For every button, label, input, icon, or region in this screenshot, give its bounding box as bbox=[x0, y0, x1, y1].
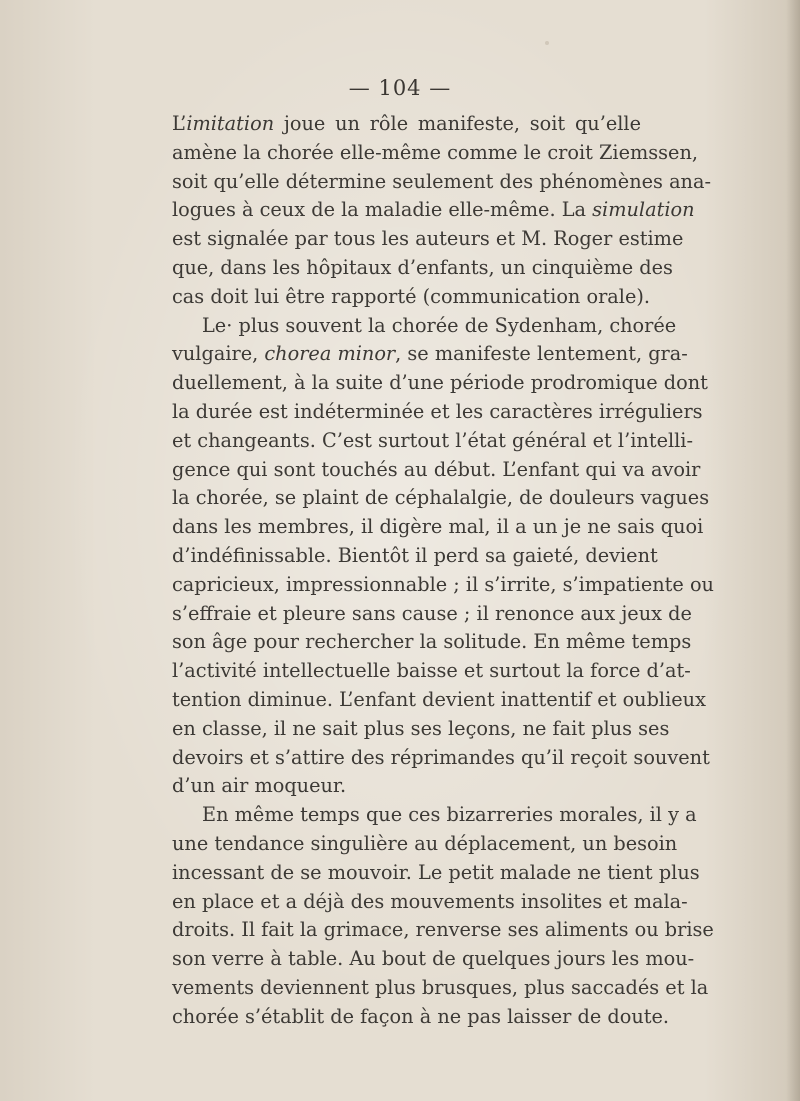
text-run: incessant de se mouvoir. Le petit malade ne tient plus bbox=[172, 860, 700, 884]
text-line bbox=[172, 830, 678, 859]
text-run: droits. Il fait la grimace, renverse ses aliments ou brise bbox=[172, 918, 714, 942]
text-line bbox=[172, 398, 703, 427]
italic-term: simulation bbox=[592, 198, 695, 222]
text-line bbox=[172, 628, 692, 657]
text-line bbox=[172, 340, 688, 369]
text-run: la chorée, se plaint de céphalalgie, de douleurs vagues bbox=[172, 486, 710, 510]
text-run: logues à ceux de la maladie elle-même. La bbox=[172, 198, 593, 222]
text-run: , se manifeste lentement, gra- bbox=[395, 342, 688, 366]
body-text bbox=[172, 110, 714, 1032]
text-run: cas doit lui être rapporté (communication orale). bbox=[172, 284, 651, 308]
text-line bbox=[172, 484, 710, 513]
text-line bbox=[172, 110, 641, 139]
text-run: gence qui sont touchés au début. L’enfant qui va avoir bbox=[172, 457, 701, 481]
text-line bbox=[172, 801, 697, 830]
text-line bbox=[172, 859, 700, 888]
text-run: et changeants. C’est surtout l’état général et l’intelli- bbox=[172, 428, 693, 452]
page-number: — 104 — bbox=[348, 76, 452, 100]
text-run: en place et a déjà des mouvements insolites et mala- bbox=[172, 889, 688, 913]
text-run: tention diminue. L’enfant devient inattentif et oublieux bbox=[172, 687, 706, 711]
text-run: d’un air moqueur. bbox=[172, 774, 347, 798]
text-run: d’indéfinissable. Bientôt il perd sa gaieté, devient bbox=[172, 543, 658, 567]
text-line bbox=[172, 456, 701, 485]
text-run: Le· plus souvent la chorée de Sydenham, chorée bbox=[202, 313, 677, 337]
text-line bbox=[172, 1003, 670, 1032]
text-line bbox=[172, 168, 711, 197]
text-line bbox=[172, 657, 691, 686]
text-line bbox=[172, 974, 709, 1003]
italic-term: chorea minor bbox=[264, 342, 396, 366]
text-line bbox=[172, 916, 714, 945]
text-line bbox=[172, 225, 684, 254]
text-line bbox=[172, 715, 670, 744]
paper-stain bbox=[545, 41, 549, 45]
text-line bbox=[172, 369, 708, 398]
italic-term: imitation bbox=[186, 112, 275, 135]
text-run: vements deviennent plus brusques, plus saccadés et la bbox=[172, 975, 709, 999]
text-line bbox=[172, 196, 695, 225]
text-run: la durée est indéterminée et les caractères irréguliers bbox=[172, 399, 703, 423]
text-line bbox=[172, 600, 692, 629]
text-run: une tendance singulière au déplacement, un besoin bbox=[172, 831, 678, 855]
text-run: soit qu’elle détermine seulement des phénomènes ana- bbox=[172, 169, 711, 193]
text-line bbox=[172, 312, 677, 341]
text-run: dans les membres, il digère mal, il a un je ne sais quoi bbox=[172, 515, 704, 539]
text-line bbox=[172, 772, 641, 801]
text-run: amène la chorée elle-même comme le croit Ziemssen, bbox=[172, 140, 699, 164]
text-run: que, dans les hôpitaux d’enfants, un cinquième des bbox=[172, 255, 673, 279]
text-run: duellement, à la suite d’une période prodromique dont bbox=[172, 371, 708, 395]
text-run: L’ bbox=[172, 112, 187, 135]
text-line bbox=[172, 427, 693, 456]
text-run: son âge pour rechercher la solitude. En même temps bbox=[172, 630, 692, 654]
text-line bbox=[172, 139, 699, 168]
text-run: joue un rôle manifeste, soit qu’elle bbox=[274, 112, 641, 135]
text-run: en classe, il ne sait plus ses leçons, ne fait plus ses bbox=[172, 716, 670, 740]
text-line bbox=[172, 254, 673, 283]
text-line bbox=[172, 513, 704, 542]
text-line bbox=[172, 542, 658, 571]
text-line bbox=[172, 571, 714, 600]
text-line bbox=[172, 888, 688, 917]
text-run: En même temps que ces bizarreries morales, il y a bbox=[202, 803, 697, 827]
text-run: chorée s’établit de façon à ne pas laisser de doute. bbox=[172, 1004, 670, 1028]
text-run: l’activité intellectuelle baisse et surtout la force d’at- bbox=[172, 659, 691, 683]
text-run: capricieux, impressionnable ; il s’irrite, s’impatiente ou bbox=[172, 572, 714, 596]
text-line bbox=[172, 283, 651, 312]
text-run: son verre à table. Au bout de quelques jours les mou- bbox=[172, 947, 695, 971]
text-line bbox=[172, 744, 710, 773]
text-run: est signalée par tous les auteurs et M. Roger estime bbox=[172, 227, 684, 251]
text-line bbox=[172, 686, 706, 715]
text-line bbox=[172, 945, 695, 974]
page-edge-shadow bbox=[786, 0, 800, 1101]
text-run: devoirs et s’attire des réprimandes qu’il reçoit souvent bbox=[172, 745, 710, 769]
text-run: vulgaire, bbox=[172, 342, 265, 366]
text-run: s’effraie et pleure sans cause ; il renonce aux jeux de bbox=[172, 601, 692, 625]
